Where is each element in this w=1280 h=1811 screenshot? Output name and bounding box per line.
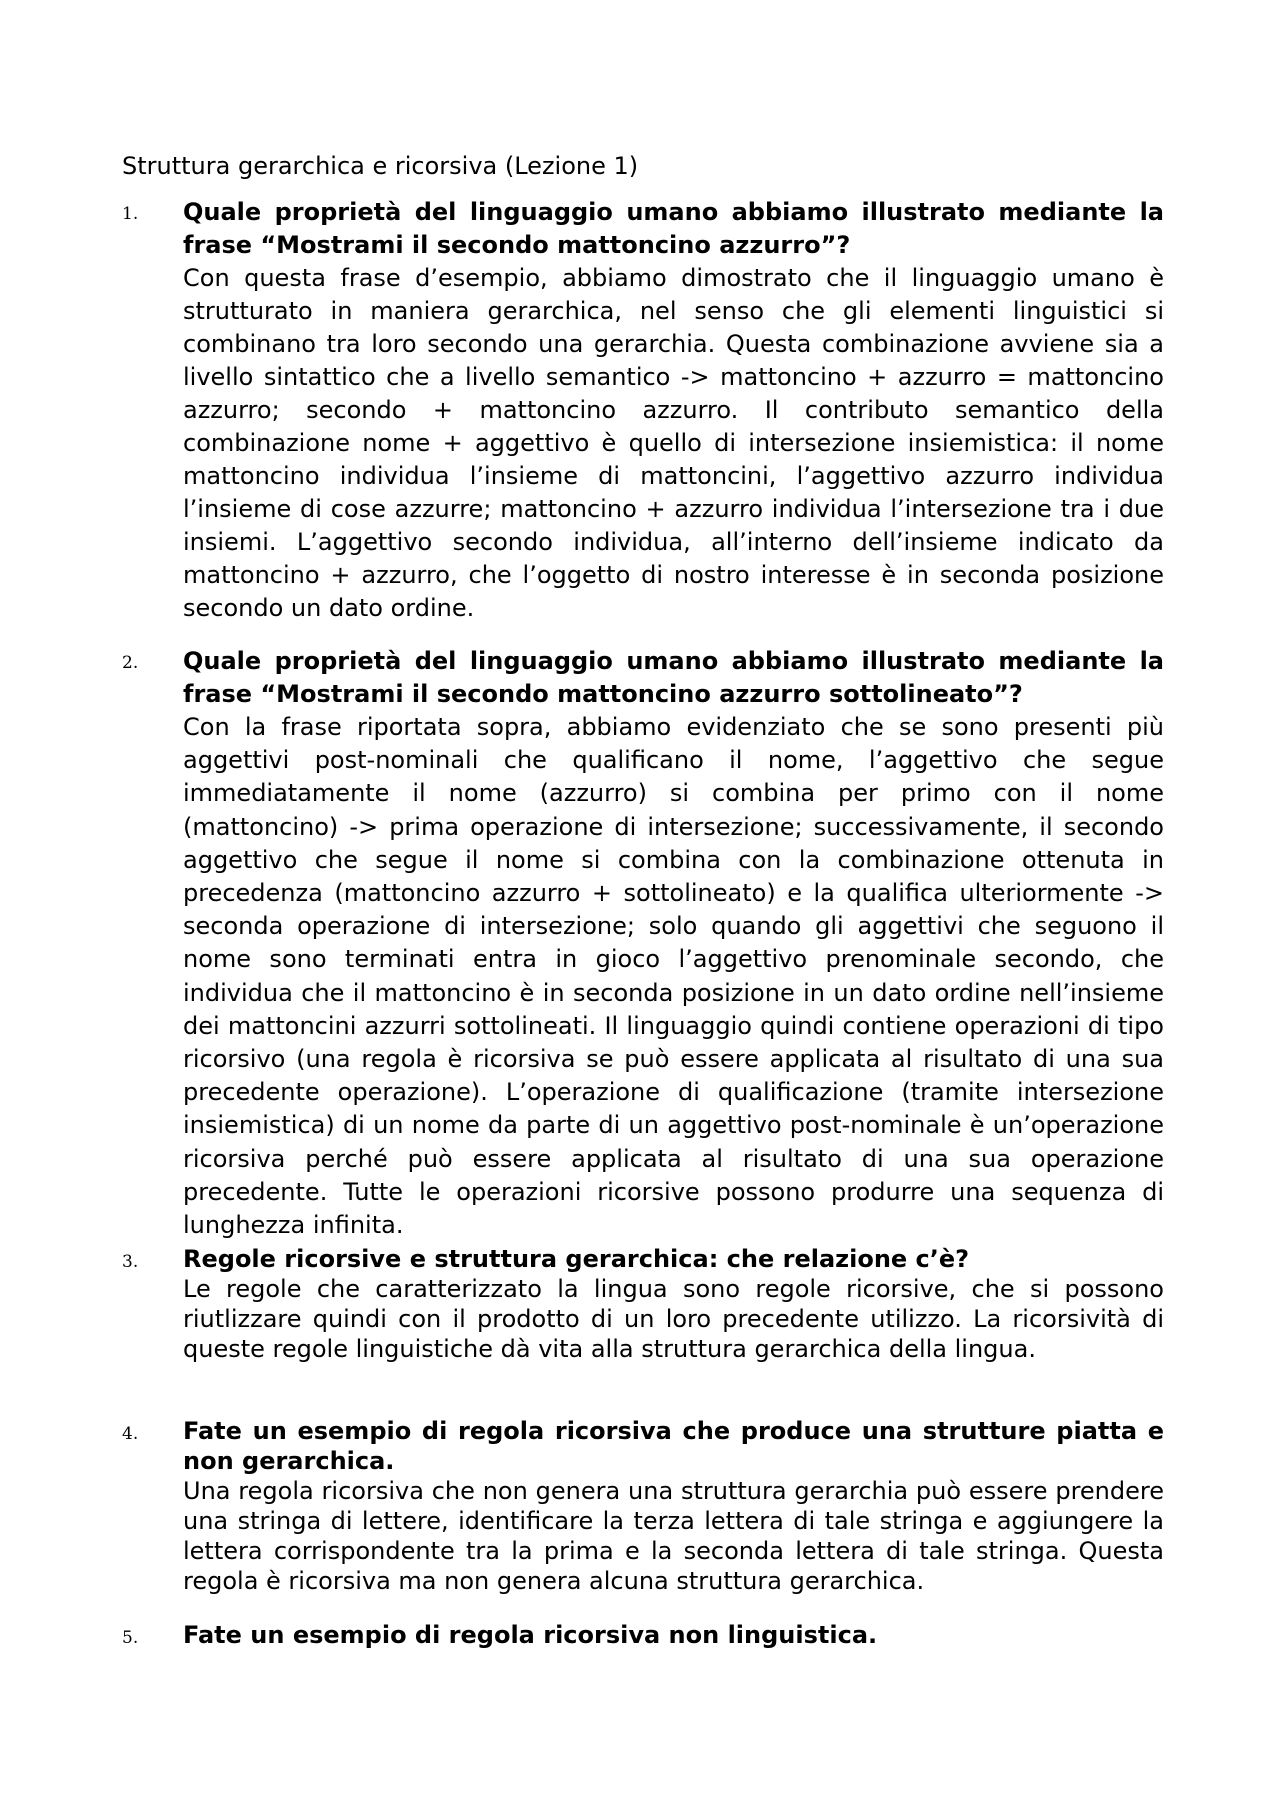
question-text: Fate un esempio di regola ricorsiva che produce una strutture piatta e non gerarchica.: [183, 1417, 1164, 1476]
answer-text: Con la frase riportata sopra, abbiamo evidenziato che se sono presenti più aggettivi post-nominali che qualificano il nome, l’aggettivo che segue immediatamente il nome (azzurro) si combina per primo con il nome (mattoncino) -> prima operazione di intersezione; successivamente, il secondo aggettivo che segue il nome si combina con la combinazione ottenuta in precedenza (mattoncino azzurro + sottolineato) e la qualifica ulteriormente -> seconda operazione di intersezione; solo quando gli aggettivi che seguono il nome sono terminati entra in gioco l’aggettivo prenominale secondo, che individua che il mattoncino è in seconda posizione in un dato ordine nell’insieme dei mattoncini azzurri sottolineati. Il linguaggio quindi contiene operazioni di tipo ricorsivo (una regola è ricorsiva se può essere applicata al risultato di una sua precedente operazione). L’operazione di qualificazione (tramite intersezione insiemistica) di un nome da parte di un aggettivo post-nominale è un’operazione ricorsiva perché può essere applicata al risultato di una sua operazione precedente. Tutte le operazioni ricorsive possono produrre una sequenza di lunghezza infinita.: [183, 713, 1164, 1240]
list-item: [122, 196, 1164, 625]
item-number: 4.: [122, 1424, 139, 1445]
item-number: 5.: [122, 1628, 139, 1649]
list-item: [122, 1416, 1164, 1596]
question-list: [122, 196, 1164, 1650]
question-text: Quale proprietà del linguaggio umano abbiamo illustrato mediante la frase “Mostrami il secondo mattoncino azzurro sottolineato”?: [183, 647, 1164, 708]
question-text: Regole ricorsive e struttura gerarchica: che relazione c’è?: [183, 1245, 970, 1274]
list-item: [122, 1244, 1164, 1364]
document-title: Struttura gerarchica e ricorsiva (Lezione 1): [122, 152, 639, 180]
list-item: [122, 1620, 1164, 1650]
question-text: Quale proprietà del linguaggio umano abbiamo illustrato mediante la frase “Mostrami il secondo mattoncino azzurro”?: [183, 198, 1164, 259]
list-item: [122, 645, 1164, 1242]
item-number: 3.: [122, 1252, 139, 1273]
answer-text: Con questa frase d’esempio, abbiamo dimostrato che il linguaggio umano è strutturato in maniera gerarchica, nel senso che gli elementi linguistici si combinano tra loro secondo una gerarchia. Questa combinazione avviene sia a livello sintattico che a livello semantico -> mattoncino + azzurro = mattoncino azzurro; secondo + mattoncino azzurro. Il contributo semantico della combinazione nome + aggettivo è quello di intersezione insiemistica: il nome mattoncino individua l’insieme di mattoncini, l’aggettivo azzurro individua l’insieme di cose azzurre; mattoncino + azzurro individua l’intersezione tra i due insiemi. L’aggettivo secondo individua, all’interno dell’insieme indicato da mattoncino + azzurro, che l’oggetto di nostro interesse è in seconda posizione secondo un dato ordine.: [183, 264, 1164, 622]
answer-text: Le regole che caratterizzato la lingua sono regole ricorsive, che si possono riutlizzare quindi con il prodotto di un loro precedente utilizzo. La ricorsività di queste regole linguistiche dà vita alla struttura gerarchica della lingua.: [183, 1275, 1164, 1364]
item-number: 2.: [122, 653, 139, 673]
answer-text: Una regola ricorsiva che non genera una struttura gerarchia può essere prendere una stringa di lettere, identificare la terza lettera di tale stringa e aggiungere la lettera corrispondente tra la prima e la seconda lettera di tale stringa. Questa regola è ricorsiva ma non genera alcuna struttura gerarchica.: [183, 1477, 1164, 1596]
document-page: [122, 150, 1164, 1650]
question-text: Fate un esempio di regola ricorsiva non linguistica.: [183, 1621, 878, 1650]
item-number: 1.: [122, 204, 139, 224]
